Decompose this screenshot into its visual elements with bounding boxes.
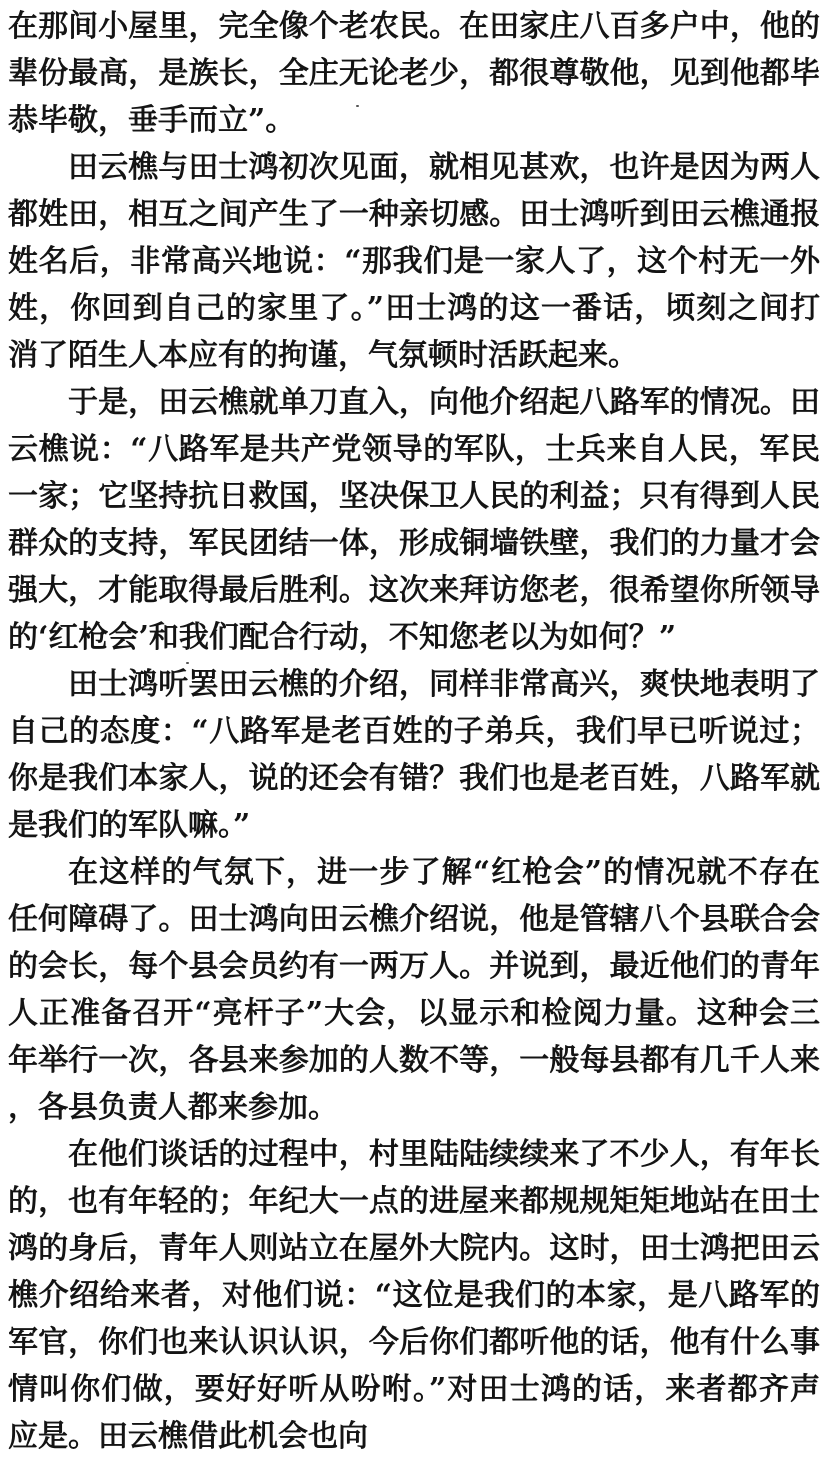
paragraph-5: 在这样的气氛下，进一步了解“红枪会”的情况就不存在任何障碍了。田士鸿向田云樵介绍说，他是管辖八个县联合会的会长，每个县会员约有一两万人。并说到，最近他们的青年人正准备召开“亮杆子”大会，以显示和检阅力量。这种会三年举行一次，各县来参加的人数不等，一般每县都有几千人来，各县负责人都来参加。 — [8, 855, 820, 1125]
scan-speck — [356, 105, 359, 107]
paragraph-2: 田云樵与田士鸿初次见面，就相见甚欢，也许是因为两人都姓田，相互之间产生了一种亲切感。田士鸿听到田云樵通报姓名后，非常高兴地说：“那我们是一家人了，这个村无一外姓，你回到自己的家里了。”田士鸿的这一番话，顷刻之间打消了陌生人本应有的拘谨，气氛顿时活跃起来。 — [8, 150, 820, 373]
body-text — [8, 3, 820, 1460]
paragraph-1: 在那间小屋里，完全像个老农民。在田家庄八百多户中，他的辈份最高，是族长，全庄无论老少，都很尊敬他，见到他都毕恭毕敬，垂手而立”。 — [8, 9, 820, 138]
paragraph-4: 田士鸿听罢田云樵的介绍，同样非常高兴，爽快地表明了自己的态度：“八路军是老百姓的子弟兵，我们早已听说过；你是我们本家人，说的还会有错？我们也是老百姓，八路军就是我们的军队嘛。” — [8, 667, 820, 843]
scan-speck — [186, 662, 189, 664]
paragraph-3: 于是，田云樵就单刀直入，向他介绍起八路军的情况。田云樵说：“八路军是共产党领导的军队，士兵来自人民，军民一家；它坚持抗日救国，坚决保卫人民的利益；只有得到人民群众的支持，军民团结一体，形成铜墙铁壁，我们的力量才会强大，才能取得最后胜利。这次来拜访您老，很希望你所领导的‘红枪会’和我们配合行动，不知您老以为如何？” — [8, 385, 820, 655]
paragraph-6: 在他们谈话的过程中，村里陆陆续续来了不少人，有年长的，也有年轻的；年纪大一点的进屋来都规规矩矩地站在田士鸿的身后，青年人则站立在屋外大院内。这时，田士鸿把田云樵介绍给来者，对他们说：“这位是我们的本家，是八路军的军官，你们也来认识认识，今后你们都听他的话，他有什么事情叫你们做，要好好听从吩咐。”对田士鸿的话，来者都齐声应是。田云樵借此机会也向 — [8, 1137, 820, 1454]
